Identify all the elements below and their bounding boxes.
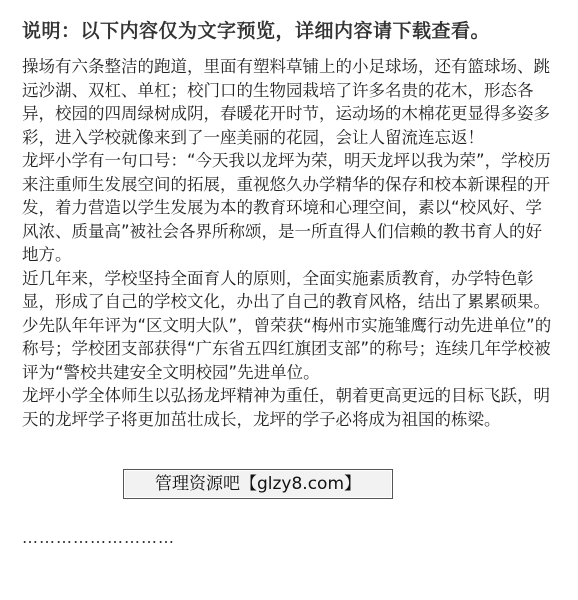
- document-body: [22, 55, 552, 431]
- truncation-ellipsis: ………………………: [22, 528, 175, 547]
- preview-notice: 说明：以下内容仅为文字预览，详细内容请下载查看。: [22, 20, 491, 42]
- paragraph-motto: 龙坪小学有一句口号：“今天我以龙坪为荣，明天龙坪以我为荣”，学校历来注重师生发展空间的拓展，重视悠久办学精华的保存和校本新课程的开发，着力营造以学生发展为本的教育环境和心理空间，素以“校风好、学风浓、质量高”被社会各界所称颂，是一所直得人们信赖的教书育人的好地方。: [22, 151, 551, 264]
- paragraph-campus: 操场有六条整洁的跑道，里面有塑料草铺上的小足球场，还有篮球场、跳远沙湖、双杠、单杠；校门口的生物园栽培了许多名贵的花木，形态各异，校园的四周绿树成阴，春暖花开时节，运动场的木棉花更显得多姿多彩，进入学校就像来到了一座美丽的花园，会让人留流连忘返！: [22, 57, 550, 147]
- paragraph-achievements: 近几年来，学校坚持全面育人的原则，全面实施素质教育，办学特色彰显，形成了自己的学校文化，办出了自己的教育风格，结出了累累硕果。少先队年年评为“区文明大队”，曾荣获“梅州市实施雏鹰行动先进单位”的称号；学校团支部获得“广东省五四红旗团支部”的称号；连续几年学校被评为“警校共建安全文明校园”先进单位。: [22, 268, 552, 382]
- paragraph-future: 龙坪小学全体师生以弘扬龙坪精神为重任，朝着更高更远的目标飞跃，明天的龙坪学子将更加茁壮成长，龙坪的学子必将成为祖国的栋梁。: [22, 386, 550, 429]
- site-watermark: 管理资源吧【glzy8.com】: [124, 470, 392, 498]
